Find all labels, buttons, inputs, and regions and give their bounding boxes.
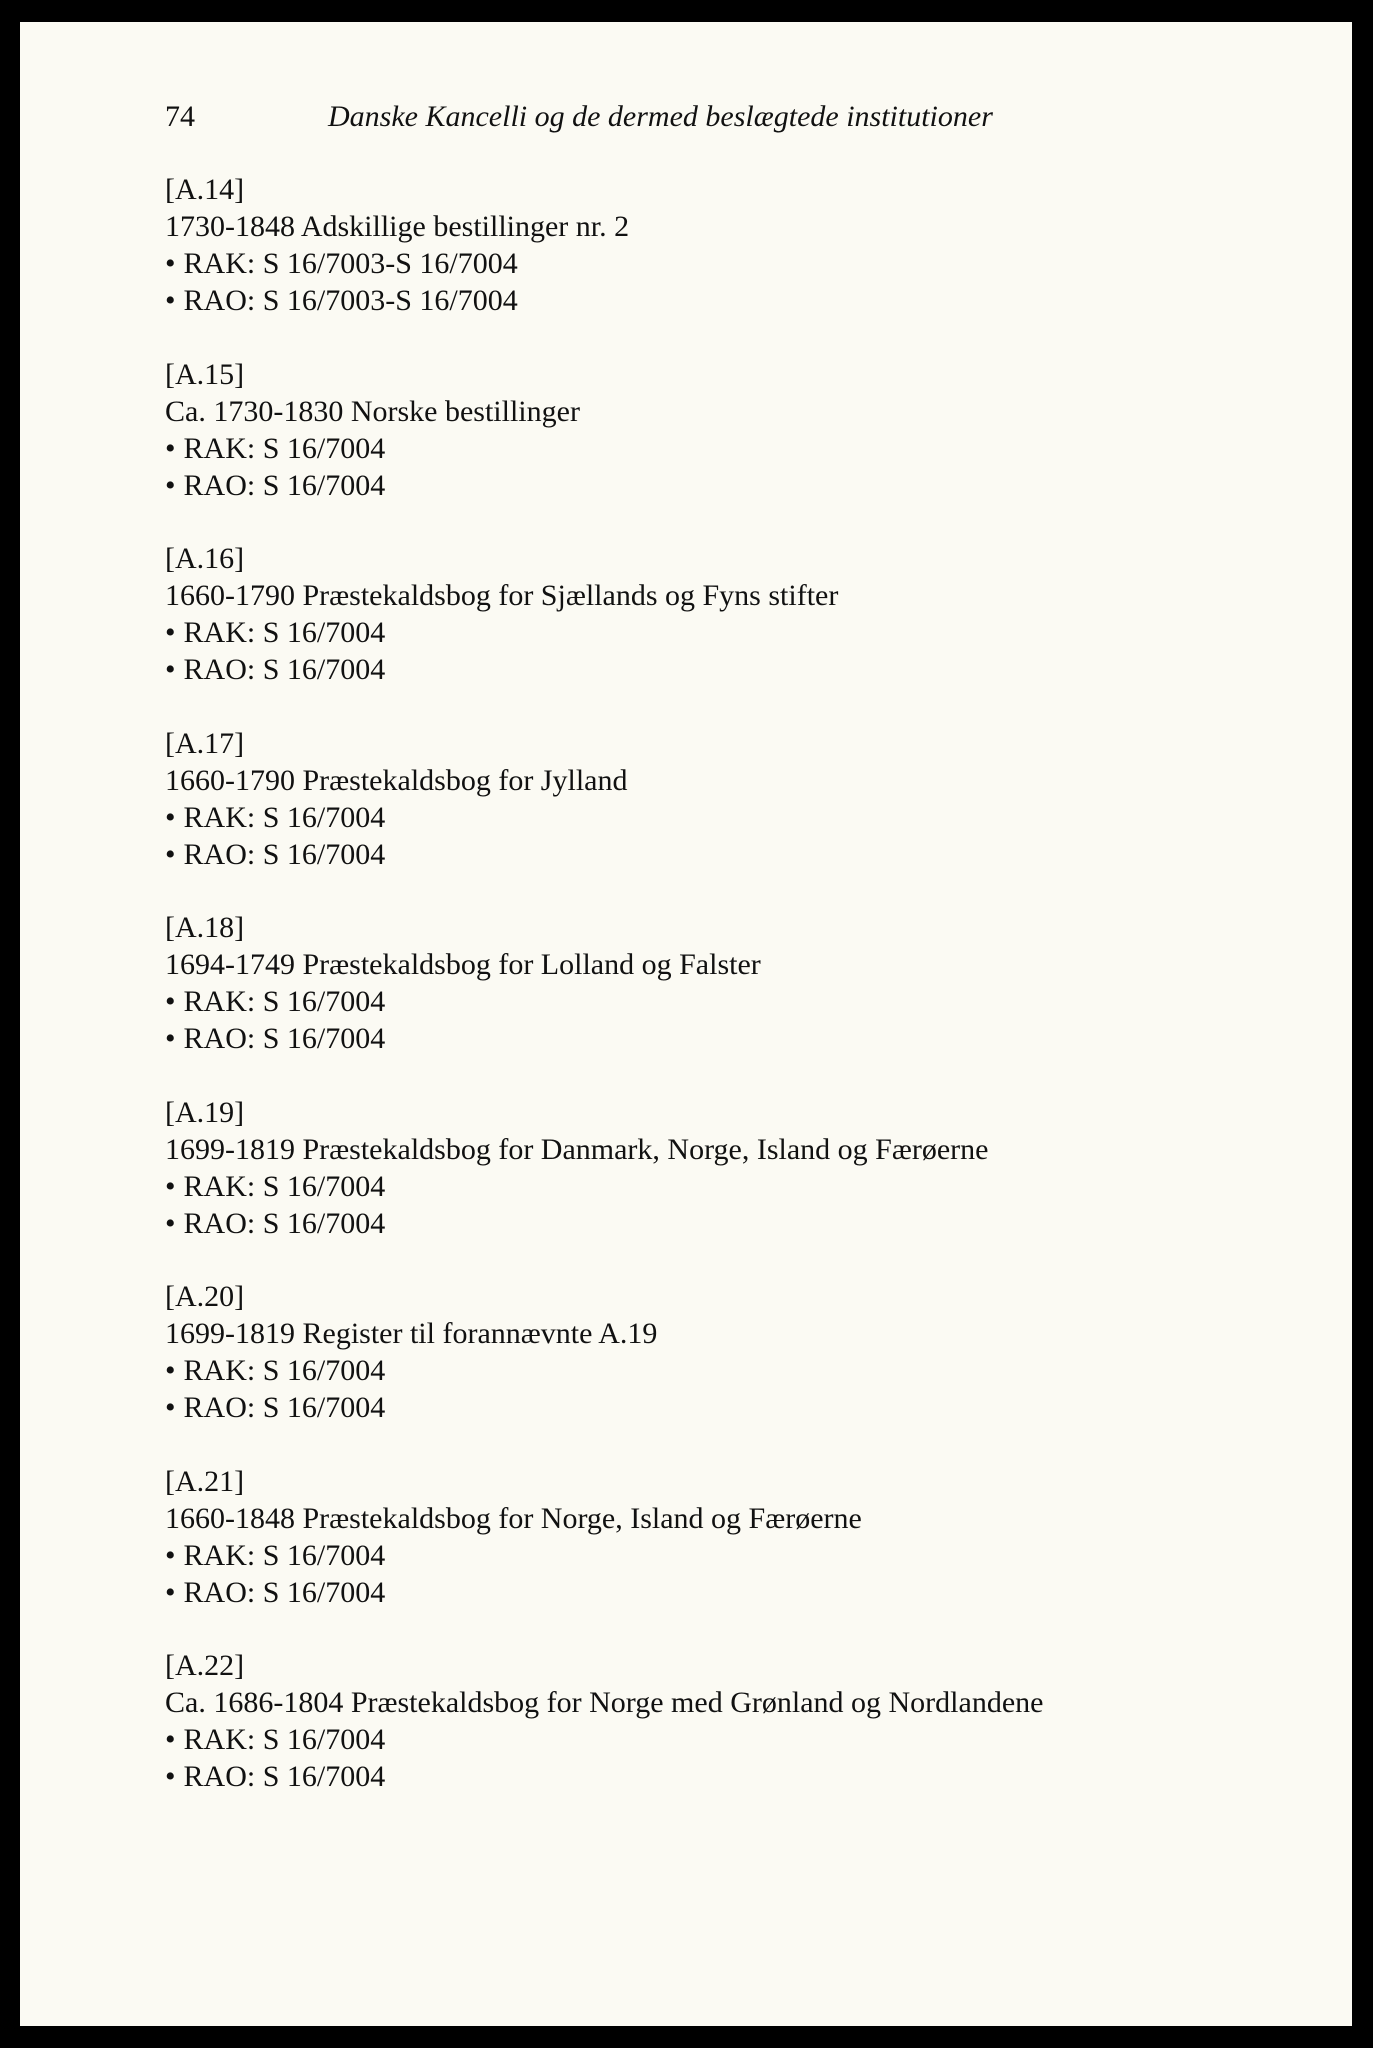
rao-reference: RAO: S 16/7004 bbox=[183, 1760, 386, 1793]
rak-reference: RAK: S 16/7003-S 16/7004 bbox=[183, 247, 518, 280]
page-number: 74 bbox=[165, 100, 195, 133]
entry-ref: [A.19] bbox=[165, 1095, 245, 1129]
entry-rao bbox=[165, 1020, 1165, 1057]
entry-title: Ca. 1686-1804 Præstekaldsbog for Norge med Grønland og Nordlandene bbox=[165, 1686, 1044, 1719]
entry-a14 bbox=[165, 171, 1165, 356]
entry-rak bbox=[165, 245, 1165, 282]
rao-reference: RAO: S 16/7004 bbox=[183, 837, 386, 871]
entry-title: 1660-1848 Præstekaldsbog for Norge, Island og Færøerne bbox=[165, 1501, 862, 1535]
rak-reference: RAK: S 16/7004 bbox=[183, 431, 386, 465]
bullet-icon: • bbox=[165, 800, 176, 834]
entry-ref: [A.16] bbox=[165, 542, 245, 575]
rak-reference: RAK: S 16/7004 bbox=[183, 1538, 386, 1572]
rak-reference: RAK: S 16/7004 bbox=[183, 616, 386, 649]
bullet-icon: • bbox=[165, 1206, 176, 1240]
bullet-icon: • bbox=[165, 616, 176, 649]
bullet-icon: • bbox=[165, 1575, 176, 1609]
running-title: Danske Kancelli og de dermed beslægtede institutioner bbox=[328, 100, 993, 133]
entry-rao bbox=[165, 651, 1165, 688]
rao-reference: RAO: S 16/7004 bbox=[183, 653, 386, 686]
entry-title: 1660-1790 Præstekaldsbog for Sjællands og Fyns stifter bbox=[165, 579, 839, 612]
entry-title: 1730-1848 Adskillige bestillinger nr. 2 bbox=[165, 210, 630, 243]
entry-rak bbox=[165, 1537, 1165, 1574]
rao-reference: RAO: S 16/7003-S 16/7004 bbox=[183, 284, 518, 317]
bullet-icon: • bbox=[165, 431, 176, 465]
entry-rak bbox=[165, 799, 1165, 836]
entry-a18 bbox=[165, 909, 1165, 1094]
entry-rao bbox=[165, 1574, 1165, 1611]
entry-ref: [A.18] bbox=[165, 911, 245, 944]
entry-ref: [A.17] bbox=[165, 726, 245, 760]
entry-title: 1694-1749 Præstekaldsbog for Lolland og Falster bbox=[165, 948, 761, 981]
rak-reference: RAK: S 16/7004 bbox=[183, 800, 386, 834]
bullet-icon: • bbox=[165, 468, 176, 502]
entry-ref: [A.22] bbox=[165, 1649, 245, 1682]
bullet-icon: • bbox=[165, 837, 176, 871]
bullet-icon: • bbox=[165, 1391, 176, 1424]
bullet-icon: • bbox=[165, 985, 176, 1018]
entry-rao bbox=[165, 1205, 1165, 1242]
entry-rak bbox=[165, 614, 1165, 651]
entry-rao bbox=[165, 1758, 1165, 1795]
bullet-icon: • bbox=[165, 1169, 176, 1203]
rak-reference: RAK: S 16/7004 bbox=[183, 1354, 386, 1387]
rao-reference: RAO: S 16/7004 bbox=[183, 1575, 386, 1609]
rao-reference: RAO: S 16/7004 bbox=[183, 1022, 386, 1055]
entry-a21 bbox=[165, 1463, 1165, 1648]
entry-list bbox=[165, 171, 1165, 1832]
entry-a22 bbox=[165, 1647, 1165, 1832]
bullet-icon: • bbox=[165, 653, 176, 686]
bullet-icon: • bbox=[165, 1538, 176, 1572]
entry-rak bbox=[165, 430, 1165, 467]
entry-rak bbox=[165, 983, 1165, 1020]
entry-ref: [A.15] bbox=[165, 357, 245, 391]
bullet-icon: • bbox=[165, 1760, 176, 1793]
entry-a20 bbox=[165, 1278, 1165, 1463]
entry-title: 1660-1790 Præstekaldsbog for Jylland bbox=[165, 763, 628, 797]
entry-rao bbox=[165, 467, 1165, 504]
entry-rak bbox=[165, 1168, 1165, 1205]
entry-a17 bbox=[165, 725, 1165, 910]
entry-title: 1699-1819 Præstekaldsbog for Danmark, Norge, Island og Færøerne bbox=[165, 1132, 989, 1166]
rak-reference: RAK: S 16/7004 bbox=[183, 1723, 386, 1756]
rao-reference: RAO: S 16/7004 bbox=[183, 1206, 386, 1240]
bullet-icon: • bbox=[165, 1723, 176, 1756]
rao-reference: RAO: S 16/7004 bbox=[183, 468, 386, 502]
entry-rao bbox=[165, 282, 1165, 319]
entry-title: 1699-1819 Register til forannævnte A.19 bbox=[165, 1317, 658, 1350]
entry-rao bbox=[165, 1389, 1165, 1426]
entry-ref: [A.20] bbox=[165, 1280, 245, 1313]
bullet-icon: • bbox=[165, 247, 176, 280]
entry-a19 bbox=[165, 1094, 1165, 1279]
rao-reference: RAO: S 16/7004 bbox=[183, 1391, 386, 1424]
bullet-icon: • bbox=[165, 1022, 176, 1055]
bullet-icon: • bbox=[165, 1354, 176, 1387]
entry-rak bbox=[165, 1721, 1165, 1758]
rak-reference: RAK: S 16/7004 bbox=[183, 985, 386, 1018]
bullet-icon: • bbox=[165, 284, 176, 317]
entry-rao bbox=[165, 836, 1165, 873]
entry-a16 bbox=[165, 540, 1165, 725]
entry-ref: [A.21] bbox=[165, 1464, 245, 1498]
entry-a15 bbox=[165, 356, 1165, 541]
entry-ref: [A.14] bbox=[165, 173, 245, 206]
running-header bbox=[165, 100, 1085, 140]
rak-reference: RAK: S 16/7004 bbox=[183, 1169, 386, 1203]
entry-rak bbox=[165, 1352, 1165, 1389]
entry-title: Ca. 1730-1830 Norske bestillinger bbox=[165, 394, 580, 428]
